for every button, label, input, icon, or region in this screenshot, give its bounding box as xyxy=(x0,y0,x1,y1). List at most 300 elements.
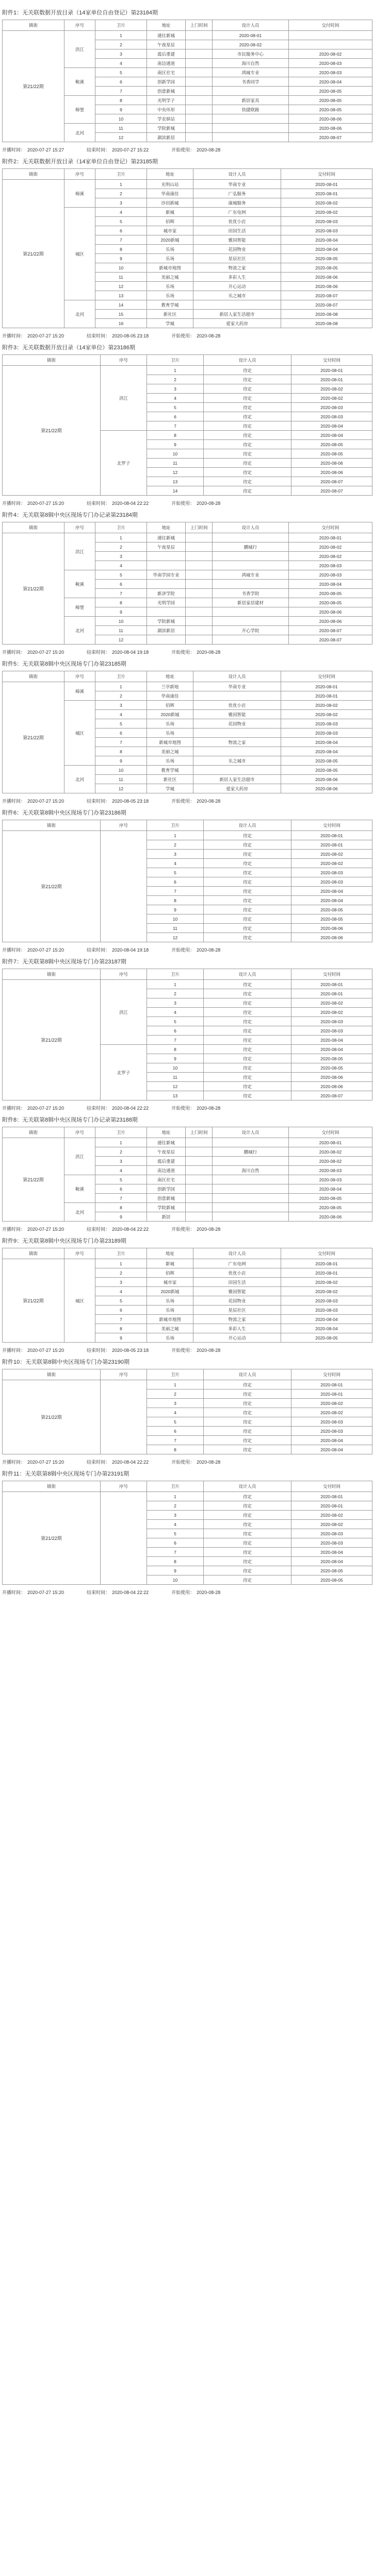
seq-cell: 1 xyxy=(95,533,147,543)
seq-cell: 5 xyxy=(95,1296,147,1306)
visit-time-cell xyxy=(186,87,213,96)
seq-cell: 3 xyxy=(147,384,204,394)
seq-cell: 11 xyxy=(95,124,147,133)
end-time-value: 2020-08-04 22:22 xyxy=(112,501,149,506)
seq-cell: 6 xyxy=(95,226,147,235)
address-cell: 美丽之城 xyxy=(147,747,193,756)
designer-cell xyxy=(213,533,289,543)
seq-cell: 3 xyxy=(95,552,147,561)
deadline-cell: 2020-08-02 xyxy=(291,1408,372,1417)
seq-cell: 6 xyxy=(147,412,204,421)
section-footer xyxy=(2,1226,372,1232)
table-section xyxy=(2,1238,372,1353)
seq-cell: 8 xyxy=(95,96,147,105)
visit-time-cell xyxy=(186,533,213,543)
visit-time-cell xyxy=(186,133,213,142)
column-header-worker: 设计人员 xyxy=(193,671,281,682)
visit-time-cell xyxy=(186,114,213,124)
designer-cell: 乐之城市 xyxy=(193,756,281,766)
visit-time-cell xyxy=(186,68,213,77)
designer-cell: 物流之家 xyxy=(193,1315,281,1324)
deadline-cell: 2020-08-03 xyxy=(291,868,372,877)
seq-cell: 9 xyxy=(95,1333,147,1343)
designer-cell: 待定 xyxy=(204,1538,291,1548)
designer-cell xyxy=(213,124,289,133)
end-time-label: 结束时间： xyxy=(87,1460,110,1465)
designer-cell: 鹏城行 xyxy=(213,543,289,552)
designer-cell: 花园物业 xyxy=(193,1296,281,1306)
deadline-cell: 2020-08-07 xyxy=(289,626,372,635)
address-cell: 乐场 xyxy=(147,719,193,728)
address-cell: 学城 xyxy=(147,319,193,328)
seq-cell: 10 xyxy=(147,1575,204,1585)
column-header-deadline: 交付时间 xyxy=(281,1248,372,1259)
deadline-cell: 2020-08-01 xyxy=(291,840,372,850)
deadline-cell: 2020-08-03 xyxy=(289,561,372,570)
deadline-cell: 2020-08-06 xyxy=(291,933,372,942)
address-cell: 通往新城 xyxy=(147,533,186,543)
address-cell xyxy=(147,561,186,570)
deadline-cell: 2020-08-02 xyxy=(291,384,372,394)
designer-cell xyxy=(213,1175,289,1184)
group-name-cell: 樟溪 xyxy=(64,180,95,208)
section-title: 附件10：无关联第8辑中央区现场专门办第23190期 xyxy=(2,1359,129,1365)
table-section xyxy=(2,158,372,339)
address-cell: 美丽之城 xyxy=(147,273,193,282)
designer-cell xyxy=(193,300,281,310)
deadline-cell: 2020-08-02 xyxy=(291,1520,372,1529)
end-time-value: 2020-08-05 23:18 xyxy=(112,333,149,338)
visit-time-cell xyxy=(186,124,213,133)
deadline-cell: 2020-08-05 xyxy=(291,1575,372,1585)
region-cell: 第21/22期 xyxy=(3,533,64,645)
seq-cell: 15 xyxy=(95,310,147,319)
data-table xyxy=(2,20,372,142)
designer-cell xyxy=(193,766,281,775)
deadline-cell: 2020-08-03 xyxy=(281,719,372,728)
deadline-cell: 2020-08-06 xyxy=(289,1212,372,1222)
column-header-area: 镇街 xyxy=(3,355,101,366)
seq-cell: 3 xyxy=(147,1399,204,1408)
start-use-label: 开始使用： xyxy=(171,1227,195,1232)
address-cell: 华南学园专业 xyxy=(147,570,186,580)
start-use-value: 2020-08-28 xyxy=(197,1590,221,1595)
deadline-cell: 2020-08-02 xyxy=(281,710,372,719)
designer-cell: 待定 xyxy=(204,1575,291,1585)
address-cell: 2020新城 xyxy=(147,1287,193,1296)
visit-time-cell xyxy=(186,1212,213,1222)
deadline-cell: 2020-08-03 xyxy=(281,226,372,235)
deadline-cell: 2020-08-07 xyxy=(291,477,372,486)
designer-cell: 待定 xyxy=(204,1548,291,1557)
seq-cell: 9 xyxy=(95,105,147,114)
start-use-value: 2020-08-28 xyxy=(197,1227,221,1232)
group-name-cell: 樟堡 xyxy=(64,96,95,124)
table-header-row xyxy=(3,1369,372,1380)
address-cell: 乐场 xyxy=(147,291,193,300)
end-time-label: 结束时间： xyxy=(87,333,110,338)
section-footer xyxy=(2,1589,372,1596)
seq-cell: 3 xyxy=(95,701,147,710)
end-time-label: 结束时间： xyxy=(87,1106,110,1111)
deadline-cell: 2020-08-06 xyxy=(289,114,372,124)
group-name-cell: 北河 xyxy=(64,124,95,142)
seq-cell: 5 xyxy=(95,68,147,77)
end-time-label: 结束时间： xyxy=(87,799,110,804)
deadline-cell: 2020-08-06 xyxy=(291,1073,372,1082)
deadline-cell: 2020-08-02 xyxy=(289,49,372,59)
deadline-cell: 2020-08-05 xyxy=(291,1566,372,1575)
address-cell: 中央环形 xyxy=(147,105,186,114)
table-row xyxy=(3,1138,372,1147)
deadline-cell: 2020-08-03 xyxy=(281,1306,372,1315)
deadline-cell: 2020-08-03 xyxy=(281,217,372,226)
table-row xyxy=(3,31,372,40)
table-section xyxy=(2,809,372,953)
designer-cell xyxy=(213,1203,289,1212)
seq-cell: 5 xyxy=(147,1529,204,1538)
deadline-cell: 2020-08-01 xyxy=(281,1259,372,1268)
seq-cell: 6 xyxy=(95,1184,147,1194)
publish-time-label: 开播时间： xyxy=(2,1227,26,1232)
deadline-cell: 2020-08-01 xyxy=(291,375,372,384)
designer-cell: 花园物业 xyxy=(193,245,281,254)
visit-time-cell xyxy=(186,1166,213,1175)
seq-cell: 8 xyxy=(147,431,204,440)
group-name-cell: 北河 xyxy=(64,300,95,328)
data-table xyxy=(2,354,372,496)
seq-cell: 7 xyxy=(147,1436,204,1445)
seq-cell: 2 xyxy=(147,1501,204,1511)
deadline-cell: 2020-08-04 xyxy=(291,1045,372,1054)
designer-cell: 待定 xyxy=(204,998,291,1008)
region-cell: 第21/22期 xyxy=(3,1138,64,1222)
designer-cell: 待定 xyxy=(204,850,291,859)
seq-cell: 1 xyxy=(95,1259,147,1268)
deadline-cell: 2020-08-02 xyxy=(291,850,372,859)
designer-cell: 开心运动 xyxy=(193,1333,281,1343)
section-title: 附件5：无关联第8辑中央区现场专门办第23185期 xyxy=(2,661,126,667)
visit-time-cell xyxy=(186,96,213,105)
publish-time-value: 2020-07-27 15:20 xyxy=(27,650,64,655)
data-table xyxy=(2,1127,372,1222)
designer-cell: 待定 xyxy=(204,1566,291,1575)
group-name-cell: 城区 xyxy=(64,1259,95,1343)
designer-cell: 新居家具 xyxy=(213,96,289,105)
table-section xyxy=(2,1359,372,1465)
designer-cell: 待定 xyxy=(204,1026,291,1036)
column-header-seq: 序号 xyxy=(64,20,95,31)
designer-cell xyxy=(213,114,289,124)
visit-time-cell xyxy=(186,589,213,598)
end-time-value: 2020-08-04 22:22 xyxy=(112,1106,149,1111)
section-title: 附件8：无关联第8辑中央区现场专门办记录第23188期 xyxy=(2,1117,138,1123)
section-title: 附件2：无关联数据开放目录（14家单位自由登记）第23185期 xyxy=(2,159,158,165)
deadline-cell: 2020-08-02 xyxy=(291,1008,372,1017)
deadline-cell: 2020-08-04 xyxy=(291,1036,372,1045)
start-use-label: 开始使用： xyxy=(171,1460,195,1465)
column-header-pos: 地址 xyxy=(147,20,186,31)
designer-cell: 待定 xyxy=(204,394,291,403)
deadline-cell: 2020-08-05 xyxy=(289,105,372,114)
start-use-label: 开始使用： xyxy=(171,1106,195,1111)
address-cell: 新济学院 xyxy=(147,589,186,598)
group-name-cell: 樟溪 xyxy=(64,682,95,701)
column-header-seq: 序号 xyxy=(64,671,95,682)
deadline-cell: 2020-08-07 xyxy=(289,635,372,645)
address-cell: 佰辉 xyxy=(147,701,193,710)
designer-cell xyxy=(193,747,281,756)
address-cell: 新城 xyxy=(147,1259,193,1268)
seq-cell: 11 xyxy=(95,775,147,784)
visit-time-cell xyxy=(186,31,213,40)
data-table xyxy=(2,820,372,942)
publish-time-label: 开播时间： xyxy=(2,650,26,655)
seq-cell: 5 xyxy=(147,1017,204,1026)
deadline-cell: 2020-08-04 xyxy=(291,421,372,431)
start-use-label: 开始使用： xyxy=(171,650,195,655)
designer-cell: 田园生活 xyxy=(193,1278,281,1287)
deadline-cell: 2020-08-01 xyxy=(291,366,372,375)
seq-cell: 11 xyxy=(147,459,204,468)
designer-cell: 待定 xyxy=(204,1008,291,1017)
designer-cell: 待定 xyxy=(204,366,291,375)
seq-cell: 6 xyxy=(147,877,204,887)
address-cell: 湖滨新居 xyxy=(147,133,186,142)
table-header-row xyxy=(3,522,372,533)
section-title: 附件3：无关联数据开放目录（14家单位）第23186期 xyxy=(2,345,135,351)
group-name-cell xyxy=(101,1380,147,1454)
column-header-worker: 设计人员 xyxy=(213,522,289,533)
designer-cell: 待定 xyxy=(204,1417,291,1427)
deadline-cell: 2020-08-05 xyxy=(291,1054,372,1063)
address-cell: 午夜星辰 xyxy=(147,543,186,552)
seq-cell: 9 xyxy=(147,1566,204,1575)
deadline-cell: 2020-08-04 xyxy=(291,431,372,440)
seq-cell: 13 xyxy=(147,1091,204,1100)
seq-cell: 16 xyxy=(95,319,147,328)
deadline-cell: 2020-08-04 xyxy=(291,887,372,896)
seq-cell: 2 xyxy=(147,375,204,384)
seq-cell: 2 xyxy=(95,189,147,198)
designer-cell xyxy=(213,635,289,645)
seq-cell: 10 xyxy=(147,914,204,924)
address-cell: 新社区 xyxy=(147,775,193,784)
visit-time-cell xyxy=(186,552,213,561)
designer-cell: 待定 xyxy=(204,1399,291,1408)
start-use-label: 开始使用： xyxy=(171,1348,195,1353)
column-header-deadline2: 交付时间 xyxy=(291,820,372,831)
address-cell: 乐场 xyxy=(147,1306,193,1315)
seq-cell: 8 xyxy=(147,1557,204,1566)
designer-cell xyxy=(213,561,289,570)
region-cell: 第21/22期 xyxy=(3,682,64,793)
seq-cell: 10 xyxy=(95,617,147,626)
start-use-value: 2020-08-28 xyxy=(197,1348,221,1353)
address-cell: 乐场 xyxy=(147,756,193,766)
designer-cell: 花园物业 xyxy=(193,719,281,728)
seq-cell: 12 xyxy=(95,133,147,142)
table-row xyxy=(3,366,372,375)
designer-cell: 物流之家 xyxy=(193,263,281,273)
seq-cell: 9 xyxy=(95,254,147,263)
column-header-area: 镇街 xyxy=(3,169,64,180)
data-table xyxy=(2,1369,372,1454)
visit-time-cell xyxy=(186,40,213,49)
publish-time-value: 2020-07-27 15:20 xyxy=(27,1348,64,1353)
table-section xyxy=(2,958,372,1111)
designer-cell: 2020-08-02 xyxy=(213,40,289,49)
deadline-cell: 2020-08-03 xyxy=(289,68,372,77)
deadline-cell: 2020-08-04 xyxy=(281,1315,372,1324)
designer-cell: 爱家大药房 xyxy=(193,319,281,328)
seq-cell: 8 xyxy=(95,598,147,607)
table-row xyxy=(3,980,372,989)
deadline-cell: 2020-08-04 xyxy=(291,1445,372,1454)
designer-cell: 待定 xyxy=(204,1436,291,1445)
designer-cell: 星辰社区 xyxy=(193,254,281,263)
publish-time-label: 开播时间： xyxy=(2,947,26,953)
seq-cell: 3 xyxy=(147,998,204,1008)
seq-cell: 10 xyxy=(95,766,147,775)
designer-cell xyxy=(213,87,289,96)
visit-time-cell xyxy=(186,77,213,87)
deadline-cell: 2020-08-05 xyxy=(291,449,372,459)
column-header-unit: 卫片 xyxy=(147,1369,204,1380)
visit-time-cell xyxy=(186,1157,213,1166)
designer-cell xyxy=(213,617,289,626)
deadline-cell: 2020-08-02 xyxy=(291,1399,372,1408)
column-header-pos: 地址 xyxy=(147,671,193,682)
start-use-label: 开始使用： xyxy=(171,333,195,338)
column-header-area: 镇街 xyxy=(3,1127,64,1138)
seq-cell: 5 xyxy=(95,570,147,580)
table-section xyxy=(2,1116,372,1232)
seq-cell: 3 xyxy=(95,1157,147,1166)
column-header-unit: 卫片 xyxy=(147,820,204,831)
deadline-cell: 2020-08-07 xyxy=(289,133,372,142)
seq-cell: 6 xyxy=(147,1538,204,1548)
address-cell: 佰辉 xyxy=(147,1268,193,1278)
deadline-cell: 2020-08-01 xyxy=(281,189,372,198)
column-header-unit: 卫片 xyxy=(95,169,147,180)
address-cell: 新社区 xyxy=(147,310,193,319)
end-time-value: 2020-08-04 22:22 xyxy=(112,1460,149,1465)
seq-cell: 4 xyxy=(147,1408,204,1417)
publish-time-value: 2020-07-27 15:20 xyxy=(27,947,64,953)
address-cell: 学农驿站 xyxy=(147,114,186,124)
group-name-cell: 鞍溪 xyxy=(64,1175,95,1203)
deadline-cell: 2020-08-06 xyxy=(289,124,372,133)
designer-cell: 待定 xyxy=(204,1082,291,1091)
address-cell: 光明学子 xyxy=(147,96,186,105)
seq-cell: 6 xyxy=(95,1306,147,1315)
designer-cell: 待定 xyxy=(204,1520,291,1529)
deadline-cell: 2020-08-02 xyxy=(291,998,372,1008)
deadline-cell: 2020-08-07 xyxy=(291,1091,372,1100)
publish-time-value: 2020-07-27 15:20 xyxy=(27,501,64,506)
address-cell: 午夜星辰 xyxy=(147,1147,186,1157)
column-header-unit: 卫片 xyxy=(147,969,204,980)
end-time-value: 2020-07-27 15:22 xyxy=(112,147,149,152)
designer-cell: 新居家居建材 xyxy=(213,598,289,607)
designer-cell: 鸿城专业 xyxy=(213,68,289,77)
address-cell: 南边通道 xyxy=(147,1166,186,1175)
table-header-row xyxy=(3,1481,372,1492)
table-row xyxy=(3,1259,372,1268)
designer-cell xyxy=(213,580,289,589)
deadline-cell: 2020-08-03 xyxy=(291,1529,372,1538)
deadline-cell: 2020-08-01 xyxy=(289,1138,372,1147)
column-header-unit: 卫片 xyxy=(95,671,147,682)
table-section xyxy=(2,9,372,153)
table-row xyxy=(3,1492,372,1501)
table-section xyxy=(2,344,372,506)
designer-cell: 待定 xyxy=(204,868,291,877)
designer-cell: 待定 xyxy=(204,933,291,942)
visit-time-cell xyxy=(186,543,213,552)
address-cell xyxy=(147,552,186,561)
publish-time-label: 开播时间： xyxy=(2,333,26,338)
designer-cell: 雅园智能 xyxy=(193,1287,281,1296)
seq-cell: 12 xyxy=(147,933,204,942)
deadline-cell: 2020-08-01 xyxy=(291,989,372,998)
designer-cell: 书香学院 xyxy=(213,589,289,598)
address-cell: 湖滨新居 xyxy=(147,626,186,635)
group-name-cell xyxy=(101,831,147,942)
deadline-cell: 2020-08-03 xyxy=(281,728,372,738)
end-time-label: 结束时间： xyxy=(87,147,110,152)
group-name-cell: 城区 xyxy=(64,701,95,766)
section-footer xyxy=(2,946,372,953)
deadline-cell: 2020-08-02 xyxy=(281,198,372,208)
column-header-unit: 卫片 xyxy=(95,1127,147,1138)
seq-cell: 1 xyxy=(147,366,204,375)
address-cell: 华南康佳 xyxy=(147,691,193,701)
seq-cell: 2 xyxy=(95,543,147,552)
deadline-cell: 2020-08-01 xyxy=(281,1268,372,1278)
address-cell xyxy=(147,607,186,617)
column-header-seq: 序号 xyxy=(101,1369,147,1380)
end-time-value: 2020-08-05 23:18 xyxy=(112,1348,149,1353)
column-header-shanghai: 上门时间 xyxy=(186,522,213,533)
column-header-shanghai: 上门时间 xyxy=(186,20,213,31)
deadline-cell: 2020-08-01 xyxy=(291,1380,372,1389)
deadline-cell: 2020-08-04 xyxy=(291,1548,372,1557)
visit-time-cell xyxy=(186,1175,213,1184)
visit-time-cell xyxy=(186,59,213,68)
visit-time-cell xyxy=(186,626,213,635)
seq-cell: 3 xyxy=(147,850,204,859)
start-use-value: 2020-08-28 xyxy=(197,1460,221,1465)
address-cell: 美丽之城 xyxy=(147,1324,193,1333)
address-cell: 佰辉 xyxy=(147,217,193,226)
deadline-cell: 2020-08-06 xyxy=(281,282,372,291)
address-cell: 创意新城 xyxy=(147,87,186,96)
column-header-pos2: 设计人员 xyxy=(204,1369,291,1380)
designer-cell: 待定 xyxy=(204,1511,291,1520)
column-header-worker: 设计人员 xyxy=(193,169,281,180)
address-cell: 教育学城 xyxy=(147,300,193,310)
start-use-label: 开始使用： xyxy=(171,799,195,804)
deadline-cell: 2020-08-02 xyxy=(281,1287,372,1296)
seq-cell: 7 xyxy=(95,87,147,96)
end-time-label: 结束时间： xyxy=(87,1348,110,1353)
designer-cell: 优优小店 xyxy=(193,217,281,226)
seq-cell: 4 xyxy=(95,710,147,719)
seq-cell: 9 xyxy=(95,1212,147,1222)
deadline-cell: 2020-08-05 xyxy=(281,263,372,273)
